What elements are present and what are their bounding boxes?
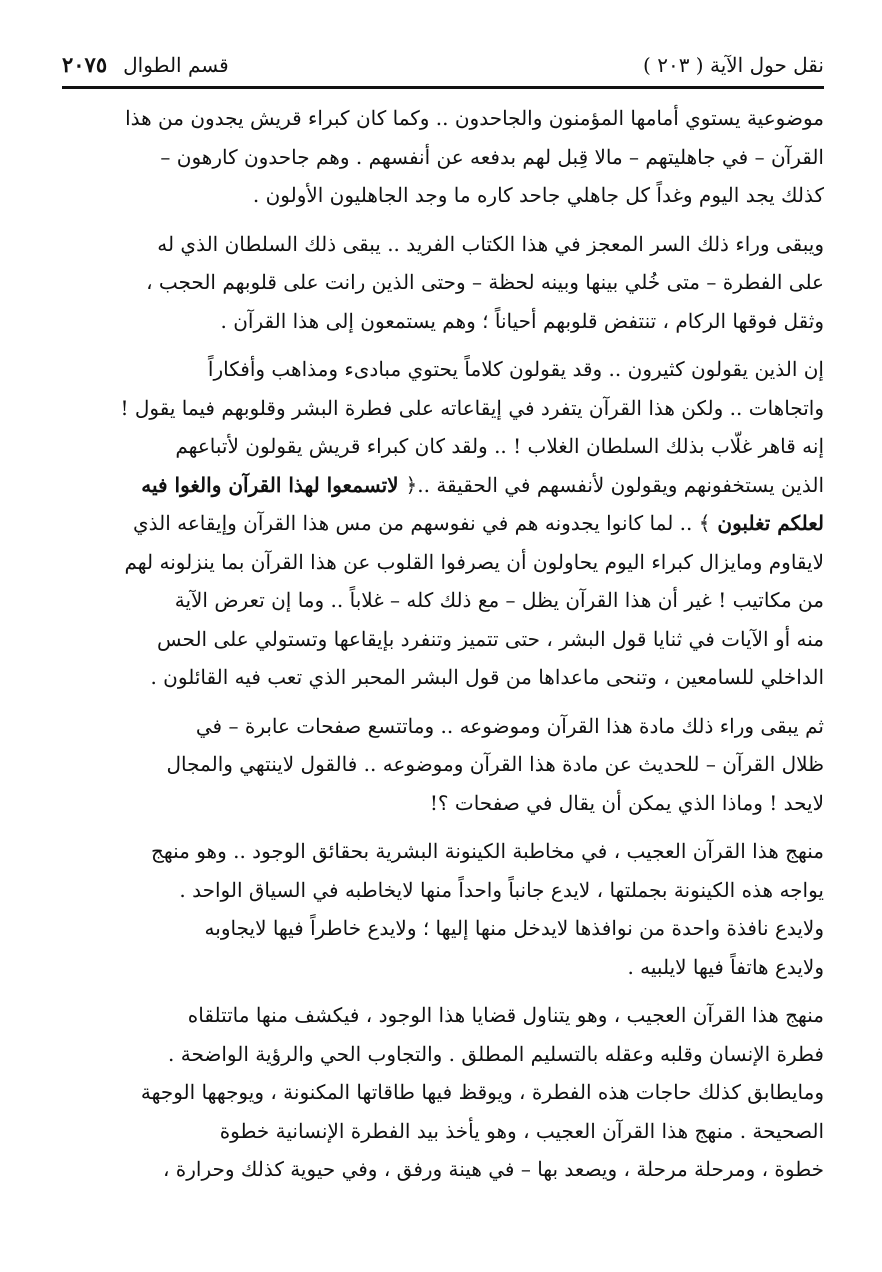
header-left-group xyxy=(62,50,229,80)
quranic-verse: لاتسمعوا لهذا القرآن والغوا فيه xyxy=(141,472,406,497)
page-header xyxy=(62,50,824,84)
text-line: ولايدع نافذة واحدة من نوافذها لايدخل منها إليها ؛ ولايدع خاطراً فيها لايجاوبه xyxy=(204,916,824,940)
text-line: الصحيحة . منهج هذا القرآن العجيب ، وهو يأخذ بيد الفطرة الإنسانية خطوة xyxy=(219,1118,824,1143)
text-line: منه أو الآيات في ثنايا قول البشر ، حتى تتميز وتنفرد بإيقاعها وتستولي على الحس xyxy=(157,626,824,651)
text-line: القرآن – في جاهليتهم – مالا قِبل لهم بدفعه عن أنفسهم . وهم جاحدون كارهون – xyxy=(160,144,824,169)
paragraph xyxy=(62,832,824,986)
text-line: ومايطابق كذلك حاجات هذه الفطرة ، ويوقظ فيها طاقاتها المكنونة ، ويوجهها الوجهة xyxy=(140,1080,824,1104)
header-rule xyxy=(62,86,824,89)
quranic-verse: لعلكم تغلبون xyxy=(710,511,824,535)
line-segment: الذين يستخفونهم ويقولون لأنفسهم في الحقيقة ..﴿ xyxy=(405,472,824,497)
text-line: كذلك يجد اليوم وغداً كل جاهلي جاحد كاره ما وجد الجاهليون الأولون . xyxy=(252,183,824,207)
text-line: من مكاتيب ! غير أن هذا القرآن يظل – مع ذلك كله – غلاباً .. وما إن تعرض الآية xyxy=(174,588,824,612)
paragraph xyxy=(62,996,824,1189)
text-line: ويبقى وراء ذلك السر المعجز في هذا الكتاب الفريد .. يبقى ذلك السلطان الذي له xyxy=(157,231,824,256)
text-line: وثقل فوقها الركام ، تنتفض قلوبهم أحياناً ؛ وهم يستمعون إلى هذا القرآن . xyxy=(220,308,824,333)
text-line: واتجاهات .. ولكن هذا القرآن يتفرد في إيقاعاته على فطرة البشر وقلوبهم فيما يقول ! xyxy=(120,395,824,420)
body-text xyxy=(62,99,824,1189)
text-line: ظلال القرآن – للحديث عن مادة هذا القرآن وموضوعه .. فالقول لاينتهي والمجال xyxy=(166,752,824,776)
paragraph xyxy=(62,350,824,697)
text-line: إن الذين يقولون كثيرون .. وقد يقولون كلاماً يحتوي مبادىء ومذاهب وأفكاراً xyxy=(207,357,824,381)
text-line: منهج هذا القرآن العجيب ، وهو يتناول قضايا هذا الوجود ، فيكشف منها ماتتلقاه xyxy=(187,1003,824,1027)
text-line: ثم يبقى وراء ذلك مادة هذا القرآن وموضوعه .. وماتتسع صفحات عابرة – في xyxy=(195,713,824,738)
text-line: ولايدع هاتفاً فيها لايلبيه . xyxy=(627,954,824,979)
page-number: ٢٠٧٥ xyxy=(62,52,108,77)
text-line: إنه قاهر غلّاب بذلك السلطان الغلاب ! .. ولقد كان كبراء قريش يقولون لأتباعهم xyxy=(175,434,824,458)
paragraph xyxy=(62,707,824,823)
text-line: يواجه هذه الكينونة بجملتها ، لايدع جانباً واحداً منها لايخاطبه في السياق الواحد . xyxy=(179,877,824,902)
running-title: نقل حول الآية ( ٢٠٣ ) xyxy=(643,53,824,77)
text-line: فطرة الإنسان وقلبه وعقله بالتسليم المطلق . والتجاوب الحي والرؤية الواضحة . xyxy=(168,1041,824,1066)
line-segment: ﴾ .. لما كانوا يجدونه هم في نفوسهم من مس هذا القرآن وإيقاعه الذي xyxy=(132,511,711,535)
text-line: منهج هذا القرآن العجيب ، في مخاطبة الكينونة البشرية بحقائق الوجود .. وهو منهج xyxy=(150,839,824,863)
text-line: خطوة ، ومرحلة مرحلة ، ويصعد بها – في هينة ورفق ، وفي حيوية كذلك وحرارة ، xyxy=(162,1157,824,1181)
text-line: الداخلي للسامعين ، وتنحى ماعداها من قول البشر المحبر الذي تعب فيه القائلون . xyxy=(150,665,824,689)
text-line xyxy=(62,504,824,543)
text-line: على الفطرة – متى خُلي بينها وبينه لحظة – وحتى الذين رانت على قلوبهم الحجب ، xyxy=(146,270,824,294)
book-page xyxy=(62,50,824,1199)
paragraph xyxy=(62,99,824,215)
text-line: لايقاوم ومايزال كبراء اليوم يحاولون أن يصرفوا القلوب عن هذا القرآن بما ينزلونه لهم xyxy=(124,549,824,574)
section-title: قسم الطوال xyxy=(123,53,229,77)
text-line xyxy=(62,466,824,505)
paragraph xyxy=(62,225,824,341)
text-line: لايحد ! وماذا الذي يمكن أن يقال في صفحات ؟! xyxy=(429,790,824,815)
text-line: موضوعية يستوي أمامها المؤمنون والجاحدون .. وكما كان كبراء قريش يجدون من هذا xyxy=(125,106,824,130)
